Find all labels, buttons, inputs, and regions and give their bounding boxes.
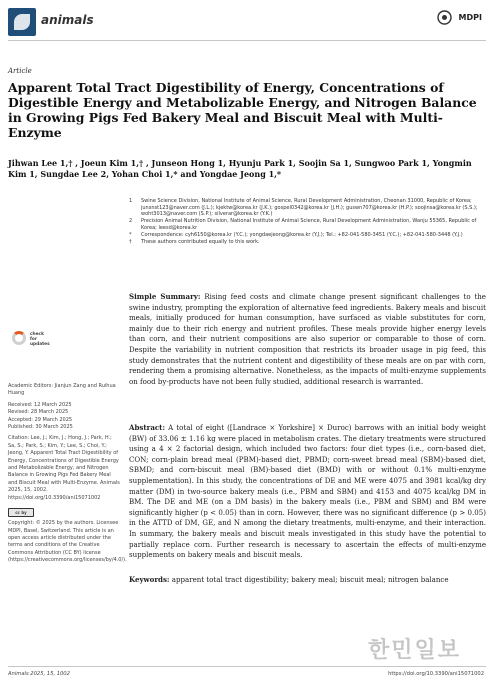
- keywords-label: Keywords:: [129, 575, 170, 584]
- cc-by-license-icon[interactable]: cc by: [8, 508, 34, 517]
- abstract-label: Abstract:: [129, 423, 166, 432]
- equal-contribution-note: † These authors contributed equally to this work.: [129, 239, 260, 246]
- academic-editors: Academic Editors: Jianjun Zang and Ruihua Huang: [8, 383, 116, 397]
- correspondence: * Correspondence: cyh6150@korea.kr (Y.C.); yongdaejeong@korea.kr (Y.J.); Tel.: +82-041-580-3451 (Y.C.); +82-041-580-3448 (Y.J.): [129, 231, 463, 238]
- check-for-updates-button[interactable]: [8, 331, 48, 367]
- simple-summary-text: Rising feed costs and climate change present significant challenges to the swine industry, prompting the exploration of alternative feed ingredients. Bakery meals and biscuit meals, initially produced for human consumption, have surfaced as viable substitutes for corn, mainly due to their rich energy and nutrient profiles. These meals provide higher energy levels than corn, and their nutrient compositions are also superior or comparable to those of corn. Despite the variability in nutrient composition that restricts its broader usage in pig feed, this study demonstrates that the nutrient content and digestibility of these meals are on par with corn, rendering them a promising alternative. Nonetheless, as the impacts of multi-enzyme supplements on food by-products have not been fully studied, additional research is warranted.: [129, 292, 486, 386]
- journal-name: animals: [41, 13, 94, 27]
- abstract: [129, 423, 486, 561]
- received-date: Received: 12 March 2025: [8, 401, 72, 408]
- affiliation-item: 1 Swine Science Division, National Institute of Animal Science, Rural Development Administration, Cheonan 31000, Republic of Korea; junsnst123@naver.com (J.L.); kjektw@korea.kr (J.K.); gospel0342@korea.kr (J.H.); guswn707@korea.kr (H.P.); soojinsa@korea.kr (S.S.); woht3013@naver.com (S.P.); silverar@korea.kr (Y.K.): [129, 198, 478, 218]
- abstract-text: A total of eight ([Landrace × Yorkshire] × Duroc) barrows with an initial body weight (BW) of 33.06 ± 1.16 kg were placed in metabolism crates. The dietary treatments were structured using a 4 × 2 factorial design, which included two factors: four diet types (i.e., corn-based diet, CON; corn-plain bread meal (PBM)-based diet, PBMD; corn-sweet bread meal (SBM)-based diet, SBMD; and corn-biscuit meal (BM)-based diet (BMD) with or without 0.1% multi-enzyme supplementation). In this study, the concentrations of DE and ME were 4075 and 3981 kcal/kg dry matter (DM) in two-source bakery meals (i.e., PBM and SBM) and 4153 and 4075 kcal/kg DM in BM. The DE and ME (on a DM basis) in the bakery meals (i.e., PBM and SBM) and BM were significantly higher (p < 0.05) than in corn. However, there was no significant difference (p > 0.05) in the ATTD of DM, GE, and N among the dietary treatments, multi-enzyme, and their interaction. In summary, the bakery meals and biscuit meals investigated in this study have the potential to partially replace corn. Further research is necessary to ascertain the effects of multi-enzyme supplements on bakery meals and biscuit meals.: [129, 423, 486, 560]
- publisher-name: MDPI: [458, 13, 482, 22]
- accepted-date: Accepted: 29 March 2025: [8, 416, 73, 423]
- check-updates-label: check for updates: [30, 332, 50, 347]
- citation-block: Citation: Lee, J.; Kim, J.; Hong, J.; Park, H.; Sa, S.; Park, S.; Kim, Y.; Lee, S.; Choi, Y.; Jeong, Y. Apparent Total Tract Digestibility of Energy, Concentrations of Digestible Energy and Metabolizable Energy, and Nitrogen Balance in Growing Pigs Fed Bakery Meal and Biscuit Meal with Multi-Enzyme. Animals 2025, 15, 1002. https://doi.org/10.3390/ani15071002: [8, 435, 120, 501]
- check-updates-icon: [12, 331, 26, 345]
- affiliations: [129, 198, 484, 246]
- simple-summary-label: Simple Summary:: [129, 292, 201, 301]
- published-date: Published: 30 March 2025: [8, 424, 73, 431]
- article-title: Apparent Total Tract Digestibility of Energy, Concentrations of Digestible Energy and Metabolizable Energy, and Nitrogen Balance in Growing Pigs Fed Bakery Meal and Biscuit Meal with Multi-Enzyme: [8, 80, 477, 140]
- revised-date: Revised: 28 March 2025: [8, 409, 69, 416]
- header-divider: [8, 40, 486, 41]
- simple-summary: [129, 292, 486, 387]
- footer-citation: Animals 2025, 15, 1002: [8, 671, 70, 677]
- footer-divider: [8, 666, 486, 667]
- affiliation-item: 2 Precision Animal Nutrition Division, National Institute of Animal Science, Rural Development Administration, Wanju 55365, Republic of Korea; leesd@korea.kr: [129, 218, 477, 231]
- article-info-sidebar: [8, 383, 127, 565]
- article-type: Article: [8, 67, 32, 75]
- footer-doi-link[interactable]: https://doi.org/10.3390/ani15071002: [388, 671, 484, 677]
- watermark-logo: 한민일보: [368, 638, 462, 663]
- copyright-block: Copyright: © 2025 by the authors. Licensee MDPI, Basel, Switzerland. This article is an open access article distributed under the terms and conditions of the Creative Commons Attribution (CC BY) license (https://creativecommons.org/licenses/by/4.0/).: [8, 520, 127, 564]
- keywords-text: apparent total tract digestibility; bakery meal; biscuit meal; nitrogen balance: [171, 575, 449, 584]
- author-list: Jihwan Lee 1,† , Joeun Kim 1,† , Junseon Hong 1, Hyunju Park 1, Soojin Sa 1, Sungwoo Park 1, Yongmin Kim 1, Sungdae Lee 2, Yohan Choi 1,* and Yongdae Jeong 1,*: [8, 158, 472, 179]
- journal-logo-icon: [8, 8, 36, 36]
- mdpi-logo-icon: [437, 10, 452, 25]
- keywords: [129, 575, 486, 586]
